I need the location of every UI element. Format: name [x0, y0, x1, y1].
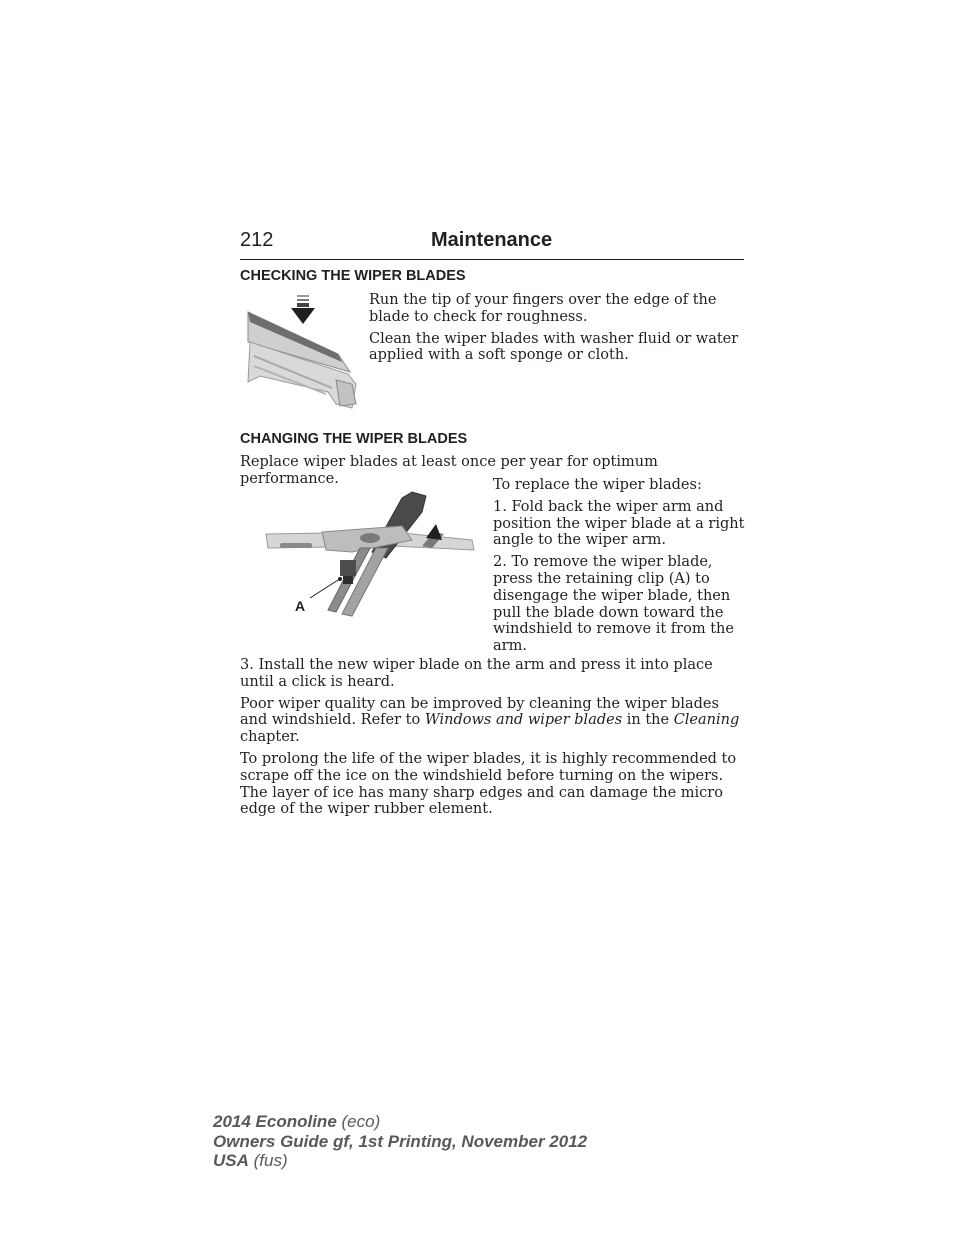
footer-region-code: (fus) — [253, 1151, 288, 1170]
page-number: 212 — [240, 229, 274, 251]
figure-label-a: A — [295, 598, 306, 614]
chapter-title: Maintenance — [431, 229, 553, 251]
heading-checking-wiper-blades: CHECKING THE WIPER BLADES — [240, 268, 466, 284]
step-3: 3. Install the new wiper blade on the arm and press it into place until a click is heard. — [240, 657, 713, 690]
quality-text-c: chapter. — [240, 729, 300, 746]
down-arrow-icon — [291, 295, 315, 324]
section1-text — [369, 292, 749, 369]
paragraph-replace-intro: Replace wiper blades at least once per year for optimum performance. — [240, 454, 658, 487]
section2-body — [240, 657, 750, 823]
paragraph-wiper-quality — [240, 696, 750, 746]
paragraph-ice: To prolong the life of the wiper blades, it is highly recommended to scrape off the ice on the windshield before turning on the wipers. The layer of ice has many sharp edges and can damage the micro edge of the wiper rubber element. — [240, 750, 737, 818]
quality-text-b: in the — [622, 712, 674, 729]
step-2: 2. To remove the wiper blade, press the retaining clip (A) to disengage the wiper blade, then pull the blade down toward the windshield to remove it from the arm. — [493, 554, 734, 655]
reference-cleaning: Cleaning — [673, 712, 740, 729]
page-footer — [213, 1112, 587, 1171]
step-1: 1. Fold back the wiper arm and position the wiper blade at a right angle to the wiper arm. — [493, 498, 745, 549]
footer-model-code: (eco) — [341, 1112, 381, 1131]
heading-changing-wiper-blades: CHANGING THE WIPER BLADES — [240, 431, 468, 447]
wiper-blade-edge-illustration — [240, 290, 362, 415]
footer-line-1 — [213, 1112, 587, 1132]
reference-windows-wiper-blades: Windows and wiper blades — [424, 712, 623, 729]
section2-steps — [493, 477, 749, 660]
footer-line-3 — [213, 1151, 587, 1171]
paragraph-clean-blades: Clean the wiper blades with washer fluid or water applied with a soft sponge or cloth. — [369, 330, 739, 364]
footer-line-2 — [213, 1132, 587, 1152]
steps-intro: To replace the wiper blades: — [493, 477, 702, 493]
footer-model: 2014 Econoline — [213, 1112, 337, 1131]
footer-region: USA — [213, 1151, 249, 1170]
quality-text-a: Poor wiper quality can be improved by cleaning the wiper blades and windshield. Refer to — [240, 695, 719, 729]
page-header — [240, 229, 744, 260]
paragraph-check-roughness: Run the tip of your fingers over the edge of the blade to check for roughness. — [369, 292, 717, 325]
footer-printing: Owners Guide gf, 1st Printing, November 2012 — [213, 1131, 588, 1151]
